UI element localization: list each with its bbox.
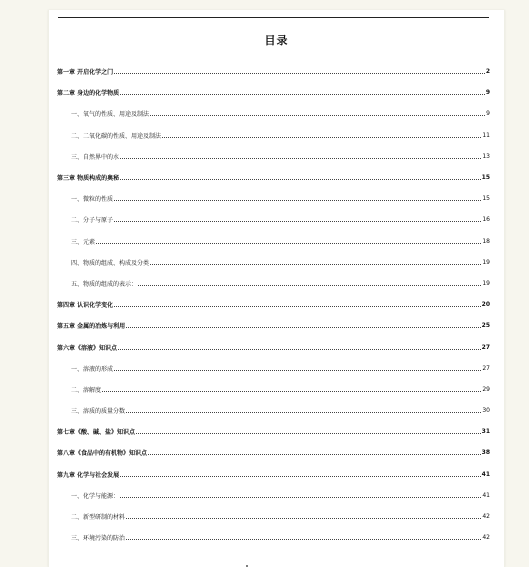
toc-page-number: 29 (482, 385, 490, 393)
header-rule (58, 17, 489, 18)
toc-page-number: 9 (485, 89, 490, 97)
toc-dot-leader (126, 518, 481, 519)
toc-page-number: 20 (481, 301, 490, 309)
toc-dot-leader (120, 476, 481, 477)
toc-entry-label: 一、微粒的性质 (71, 196, 114, 204)
toc-dot-leader (126, 412, 481, 413)
toc-entry-label: 五、物质的组成的表示： (71, 280, 138, 288)
toc-dot-leader (120, 497, 481, 498)
toc-section-entry[interactable] (57, 485, 490, 506)
toc-entry-label: 第五章 金属的冶炼与利用 (57, 323, 126, 331)
toc-page-number: 41 (482, 491, 490, 499)
toc-page-number: 19 (482, 258, 490, 266)
toc-entry-label: 第四章 认识化学变化 (57, 302, 114, 310)
toc-page-number: 15 (481, 174, 490, 182)
toc-page-number: 27 (482, 364, 490, 372)
toc-chapter-entry[interactable] (57, 82, 490, 103)
toc-dot-leader (148, 454, 481, 455)
toc-entry-label: 三、自然界中的水 (71, 153, 120, 161)
toc-chapter-entry[interactable] (57, 464, 490, 485)
toc-entry-label: 二、二氧化碳的性质、用途及制法 (71, 132, 162, 140)
toc-page-number: 13 (482, 152, 490, 160)
toc-dot-leader (114, 73, 485, 74)
document-page (48, 10, 505, 567)
toc-page-number: 25 (481, 322, 490, 330)
toc-entry-label: 第二章 身边的化学物质 (57, 90, 120, 98)
toc-list (57, 61, 490, 548)
toc-entry-label: 一、溶液的形成 (71, 365, 114, 373)
toc-page-number: 15 (482, 195, 490, 203)
toc-entry-label: 第三章 物质构成的奥秘 (57, 175, 120, 183)
toc-entry-label: 四、物质的组成、构成及分类 (71, 259, 150, 267)
toc-entry-label: 一、氧气的性质、用途及制法 (71, 111, 150, 119)
toc-dot-leader (126, 539, 481, 540)
toc-entry-label: 三、元素 (71, 238, 96, 246)
toc-section-entry[interactable] (57, 188, 490, 209)
toc-page-number: 31 (481, 428, 490, 436)
toc-section-entry[interactable] (57, 252, 490, 273)
toc-section-entry[interactable] (57, 103, 490, 124)
toc-section-entry[interactable] (57, 400, 490, 421)
toc-chapter-entry[interactable] (57, 336, 490, 357)
toc-dot-leader (136, 433, 481, 434)
toc-dot-leader (114, 370, 481, 371)
toc-page-number: 2 (485, 68, 490, 76)
toc-entry-label: 第八章《食品中的有机物》知识点 (57, 450, 148, 458)
toc-section-entry[interactable] (57, 379, 490, 400)
toc-page-number: 41 (481, 470, 490, 478)
toc-section-entry[interactable] (57, 273, 490, 294)
toc-section-entry[interactable] (57, 146, 490, 167)
toc-page-number: 18 (482, 237, 490, 245)
toc-chapter-entry[interactable] (57, 315, 490, 336)
toc-entry-label: 二、溶解度 (71, 386, 102, 394)
toc-page-number: 27 (481, 343, 490, 351)
toc-section-entry[interactable] (57, 358, 490, 379)
toc-entry-label: 二、新型研制的材料 (71, 514, 126, 522)
toc-entry-label: 二、分子与原子 (71, 217, 114, 225)
toc-section-entry[interactable] (57, 527, 490, 548)
toc-title: 目录 (264, 34, 289, 47)
toc-dot-leader (150, 115, 485, 116)
toc-dot-leader (96, 243, 481, 244)
toc-chapter-entry[interactable] (57, 61, 490, 82)
toc-page-number: 11 (482, 131, 490, 139)
toc-entry-label: 第九章 化学与社会发展 (57, 471, 120, 479)
toc-page-number: 16 (482, 216, 490, 224)
toc-section-entry[interactable] (57, 125, 490, 146)
toc-page-number: 9 (486, 110, 490, 118)
toc-page-number: 38 (481, 449, 490, 457)
toc-chapter-entry[interactable] (57, 421, 490, 442)
toc-section-entry[interactable] (57, 231, 490, 252)
toc-dot-leader (114, 221, 481, 222)
toc-chapter-entry[interactable] (57, 442, 490, 463)
toc-dot-leader (126, 327, 481, 328)
toc-dot-leader (114, 306, 481, 307)
toc-dot-leader (118, 349, 481, 350)
toc-dot-leader (120, 158, 481, 159)
toc-dot-leader (120, 94, 485, 95)
toc-section-entry[interactable] (57, 209, 490, 230)
toc-page-number: 42 (482, 534, 490, 542)
toc-entry-label: 三、溶质的质量分数 (71, 408, 126, 416)
toc-dot-leader (138, 285, 481, 286)
toc-dot-leader (120, 179, 481, 180)
toc-chapter-entry[interactable] (57, 294, 490, 315)
toc-entry-label: 一、化学与能源： (71, 492, 120, 500)
toc-entry-label: 第一章 开启化学之门 (57, 69, 114, 77)
toc-chapter-entry[interactable] (57, 167, 490, 188)
toc-page-number: 42 (482, 513, 490, 521)
toc-dot-leader (114, 200, 481, 201)
toc-entry-label: 第六章《溶液》知识点 (57, 344, 118, 352)
toc-dot-leader (162, 137, 481, 138)
toc-entry-label: 三、环境污染的防治 (71, 535, 126, 543)
toc-dot-leader (150, 264, 481, 265)
toc-page-number: 30 (482, 407, 490, 415)
toc-dot-leader (102, 391, 481, 392)
toc-page-number: 19 (482, 279, 490, 287)
toc-section-entry[interactable] (57, 506, 490, 527)
toc-entry-label: 第七章《酸、碱、盐》知识点 (57, 429, 136, 437)
